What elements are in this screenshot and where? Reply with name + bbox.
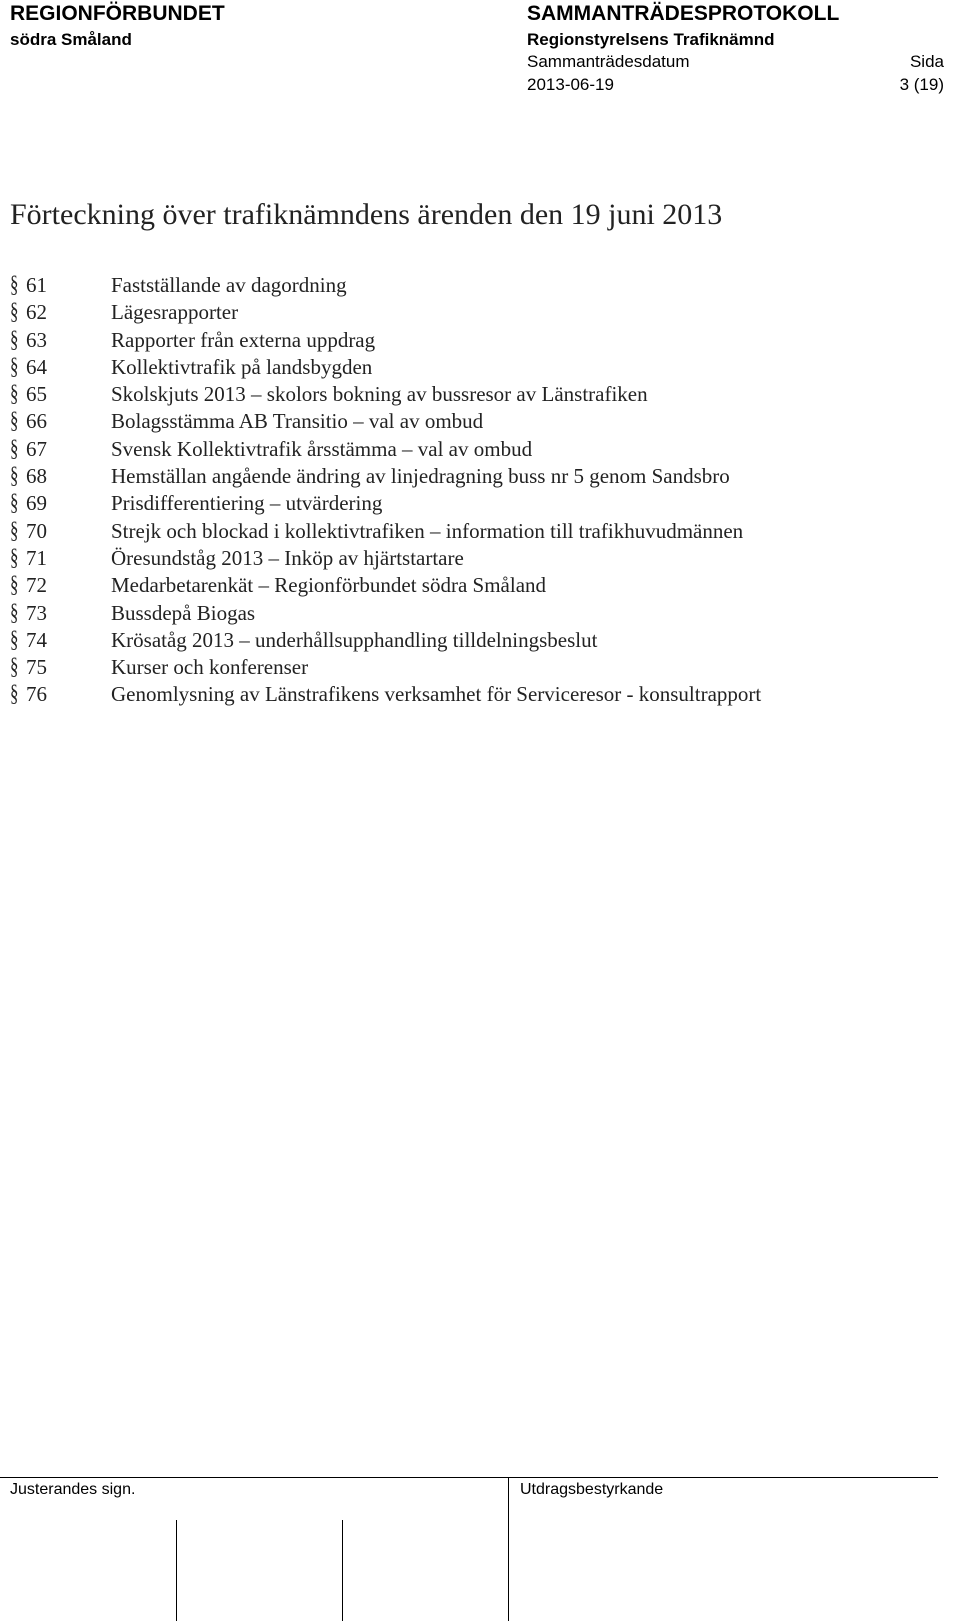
signature-box-divider bbox=[342, 1520, 343, 1621]
agenda-item-number: 62 bbox=[26, 300, 47, 325]
section-symbol: § bbox=[10, 544, 19, 571]
agenda-item-number: 67 bbox=[26, 436, 47, 461]
page-number: 3 (19) bbox=[899, 75, 944, 94]
document-type: SAMMANTRÄDESPROTOKOLL bbox=[527, 2, 840, 25]
section-symbol: § bbox=[10, 517, 19, 544]
agenda-item-number: 63 bbox=[26, 327, 47, 352]
section-symbol: § bbox=[10, 326, 19, 353]
section-symbol: § bbox=[10, 490, 19, 517]
section-symbol: § bbox=[10, 435, 19, 462]
section-symbol: § bbox=[10, 463, 19, 490]
page-title: Förteckning över trafiknämndens ärenden den 19 juni 2013 bbox=[10, 198, 723, 231]
agenda-item-number: 65 bbox=[26, 382, 47, 407]
agenda-item-title: Medarbetarenkät – Regionförbundet södra Småland bbox=[111, 573, 547, 598]
agenda-item-number: 75 bbox=[26, 655, 47, 680]
meeting-date-label: Sammanträdesdatum bbox=[527, 52, 690, 71]
footer-divider bbox=[508, 1478, 509, 1621]
agenda-item-title: Krösatåg 2013 – underhållsupphandling tilldelningsbeslut bbox=[111, 627, 598, 652]
agenda-item-title: Lägesrapporter bbox=[111, 300, 239, 325]
agenda-item-number: 72 bbox=[26, 573, 47, 598]
agenda-item-title: Strejk och blockad i kollektivtrafiken – information till trafikhuvudmännen bbox=[111, 518, 744, 543]
agenda-item-number: 76 bbox=[26, 682, 47, 707]
section-symbol: § bbox=[10, 299, 19, 326]
agenda-item-number: 69 bbox=[26, 491, 47, 516]
agenda-item-number: 73 bbox=[26, 600, 47, 625]
section-symbol: § bbox=[10, 381, 19, 408]
section-symbol: § bbox=[10, 408, 19, 435]
agenda-item-title: Skolskjuts 2013 – skolors bokning av bussresor av Länstrafiken bbox=[111, 382, 648, 407]
signature-box-divider bbox=[176, 1520, 177, 1621]
agenda-item-number: 61 bbox=[26, 273, 47, 297]
section-symbol: § bbox=[10, 599, 19, 626]
agenda-item-number: 74 bbox=[26, 627, 47, 652]
agenda-item-title: Bussdepå Biogas bbox=[111, 600, 256, 625]
agenda-item-title: Rapporter från externa uppdrag bbox=[111, 327, 376, 352]
org-subtitle: södra Småland bbox=[10, 30, 132, 49]
committee-name: Regionstyrelsens Trafiknämnd bbox=[527, 30, 775, 49]
agenda-item-title: Hemställan angående ändring av linjedragning buss nr 5 genom Sandsbro bbox=[111, 464, 730, 489]
agenda-item-title: Bolagsstämma AB Transitio – val av ombud bbox=[111, 409, 484, 434]
agenda-item-title: Genomlysning av Länstrafikens verksamhet för Serviceresor - konsultrapport bbox=[111, 682, 762, 707]
section-symbol: § bbox=[10, 626, 19, 653]
org-name: REGIONFÖRBUNDET bbox=[10, 2, 225, 25]
section-symbol: § bbox=[10, 272, 19, 298]
agenda-item-title: Fastställande av dagordning bbox=[111, 273, 347, 297]
page-label: Sida bbox=[909, 52, 944, 71]
agenda-item-number: 68 bbox=[26, 464, 47, 489]
agenda-item-number: 66 bbox=[26, 409, 47, 434]
section-symbol: § bbox=[10, 654, 19, 681]
agenda-item-number: 71 bbox=[26, 545, 47, 570]
section-symbol: § bbox=[10, 572, 19, 599]
justerandes-sign-label: Justerandes sign. bbox=[10, 1481, 136, 1498]
utdragsbestyrkande-label: Utdragsbestyrkande bbox=[520, 1481, 664, 1498]
signature-footer bbox=[0, 1477, 938, 1621]
agenda-item-title: Öresundståg 2013 – Inköp av hjärtstartare bbox=[111, 545, 464, 570]
section-symbol: § bbox=[10, 353, 19, 380]
agenda-item-title: Svensk Kollektivtrafik årsstämma – val av ombud bbox=[111, 436, 533, 461]
agenda-item-title: Prisdifferentiering – utvärdering bbox=[111, 491, 383, 516]
agenda-item-title: Kollektivtrafik på landsbygden bbox=[111, 354, 373, 379]
agenda-item-number: 70 bbox=[26, 518, 47, 543]
agenda-item-title: Kurser och konferenser bbox=[111, 655, 309, 680]
meeting-date-value: 2013-06-19 bbox=[527, 75, 614, 94]
agenda-item-number: 64 bbox=[26, 354, 47, 379]
section-symbol: § bbox=[10, 681, 19, 708]
